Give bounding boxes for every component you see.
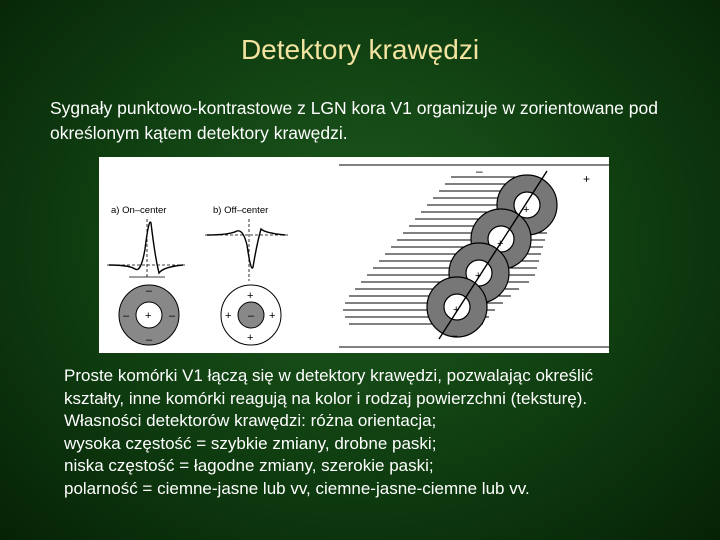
slide-title: Detektory krawędzi bbox=[240, 34, 480, 65]
off-center-profile bbox=[205, 219, 289, 281]
receptive-field-figure bbox=[99, 157, 609, 353]
minus-sign: – bbox=[146, 285, 153, 297]
on-center-profile bbox=[107, 219, 187, 279]
on-center-label: a) On–center bbox=[111, 205, 167, 216]
plus-sign: + bbox=[269, 310, 276, 322]
minus-sign: – bbox=[248, 310, 255, 322]
minus-sign: – bbox=[451, 330, 458, 342]
plus-sign: + bbox=[453, 304, 460, 316]
edge-detector-diagram bbox=[339, 164, 609, 347]
minus-sign: – bbox=[476, 164, 483, 178]
plus-sign: + bbox=[583, 172, 591, 186]
body-line: wysoka częstość = szybkie zmiany, drobne paski; bbox=[64, 433, 437, 453]
body-line: niska częstość = łagodne zmiany, szerokie paski; bbox=[64, 456, 434, 475]
minus-sign: – bbox=[123, 310, 130, 322]
plus-sign: + bbox=[145, 310, 152, 322]
plus-sign: + bbox=[247, 332, 254, 344]
body-line: kształty, inne komórki reagują na kolor i rodzaj powierzchni (teksturę). bbox=[64, 388, 588, 408]
figure-diagram bbox=[99, 157, 609, 353]
plus-sign: + bbox=[523, 204, 530, 216]
off-center-label: b) Off–center bbox=[213, 205, 269, 216]
off-center-receptive-field bbox=[221, 285, 281, 345]
plus-sign: + bbox=[225, 310, 232, 322]
plus-sign: + bbox=[497, 238, 504, 250]
plus-sign: + bbox=[475, 270, 482, 282]
minus-sign: – bbox=[169, 310, 176, 322]
on-center-receptive-field bbox=[119, 285, 179, 346]
body-text bbox=[64, 365, 704, 500]
intro-paragraph: Sygnały punktowo-kontrastowe z LGN kora V1 organizuje w zorientowane pod określonym kątem detektory krawędzi. bbox=[50, 98, 658, 143]
minus-sign: – bbox=[146, 334, 153, 346]
plus-sign: + bbox=[247, 290, 254, 302]
body-line: Własności detektorów krawędzi: różna orientacja; bbox=[64, 411, 437, 430]
body-line: polarność = ciemne-jasne lub vv, ciemne-jasne-ciemne lub vv. bbox=[64, 478, 530, 498]
body-line: Proste komórki V1 łączą się w detektory krawędzi, pozwalając określić bbox=[64, 366, 594, 385]
